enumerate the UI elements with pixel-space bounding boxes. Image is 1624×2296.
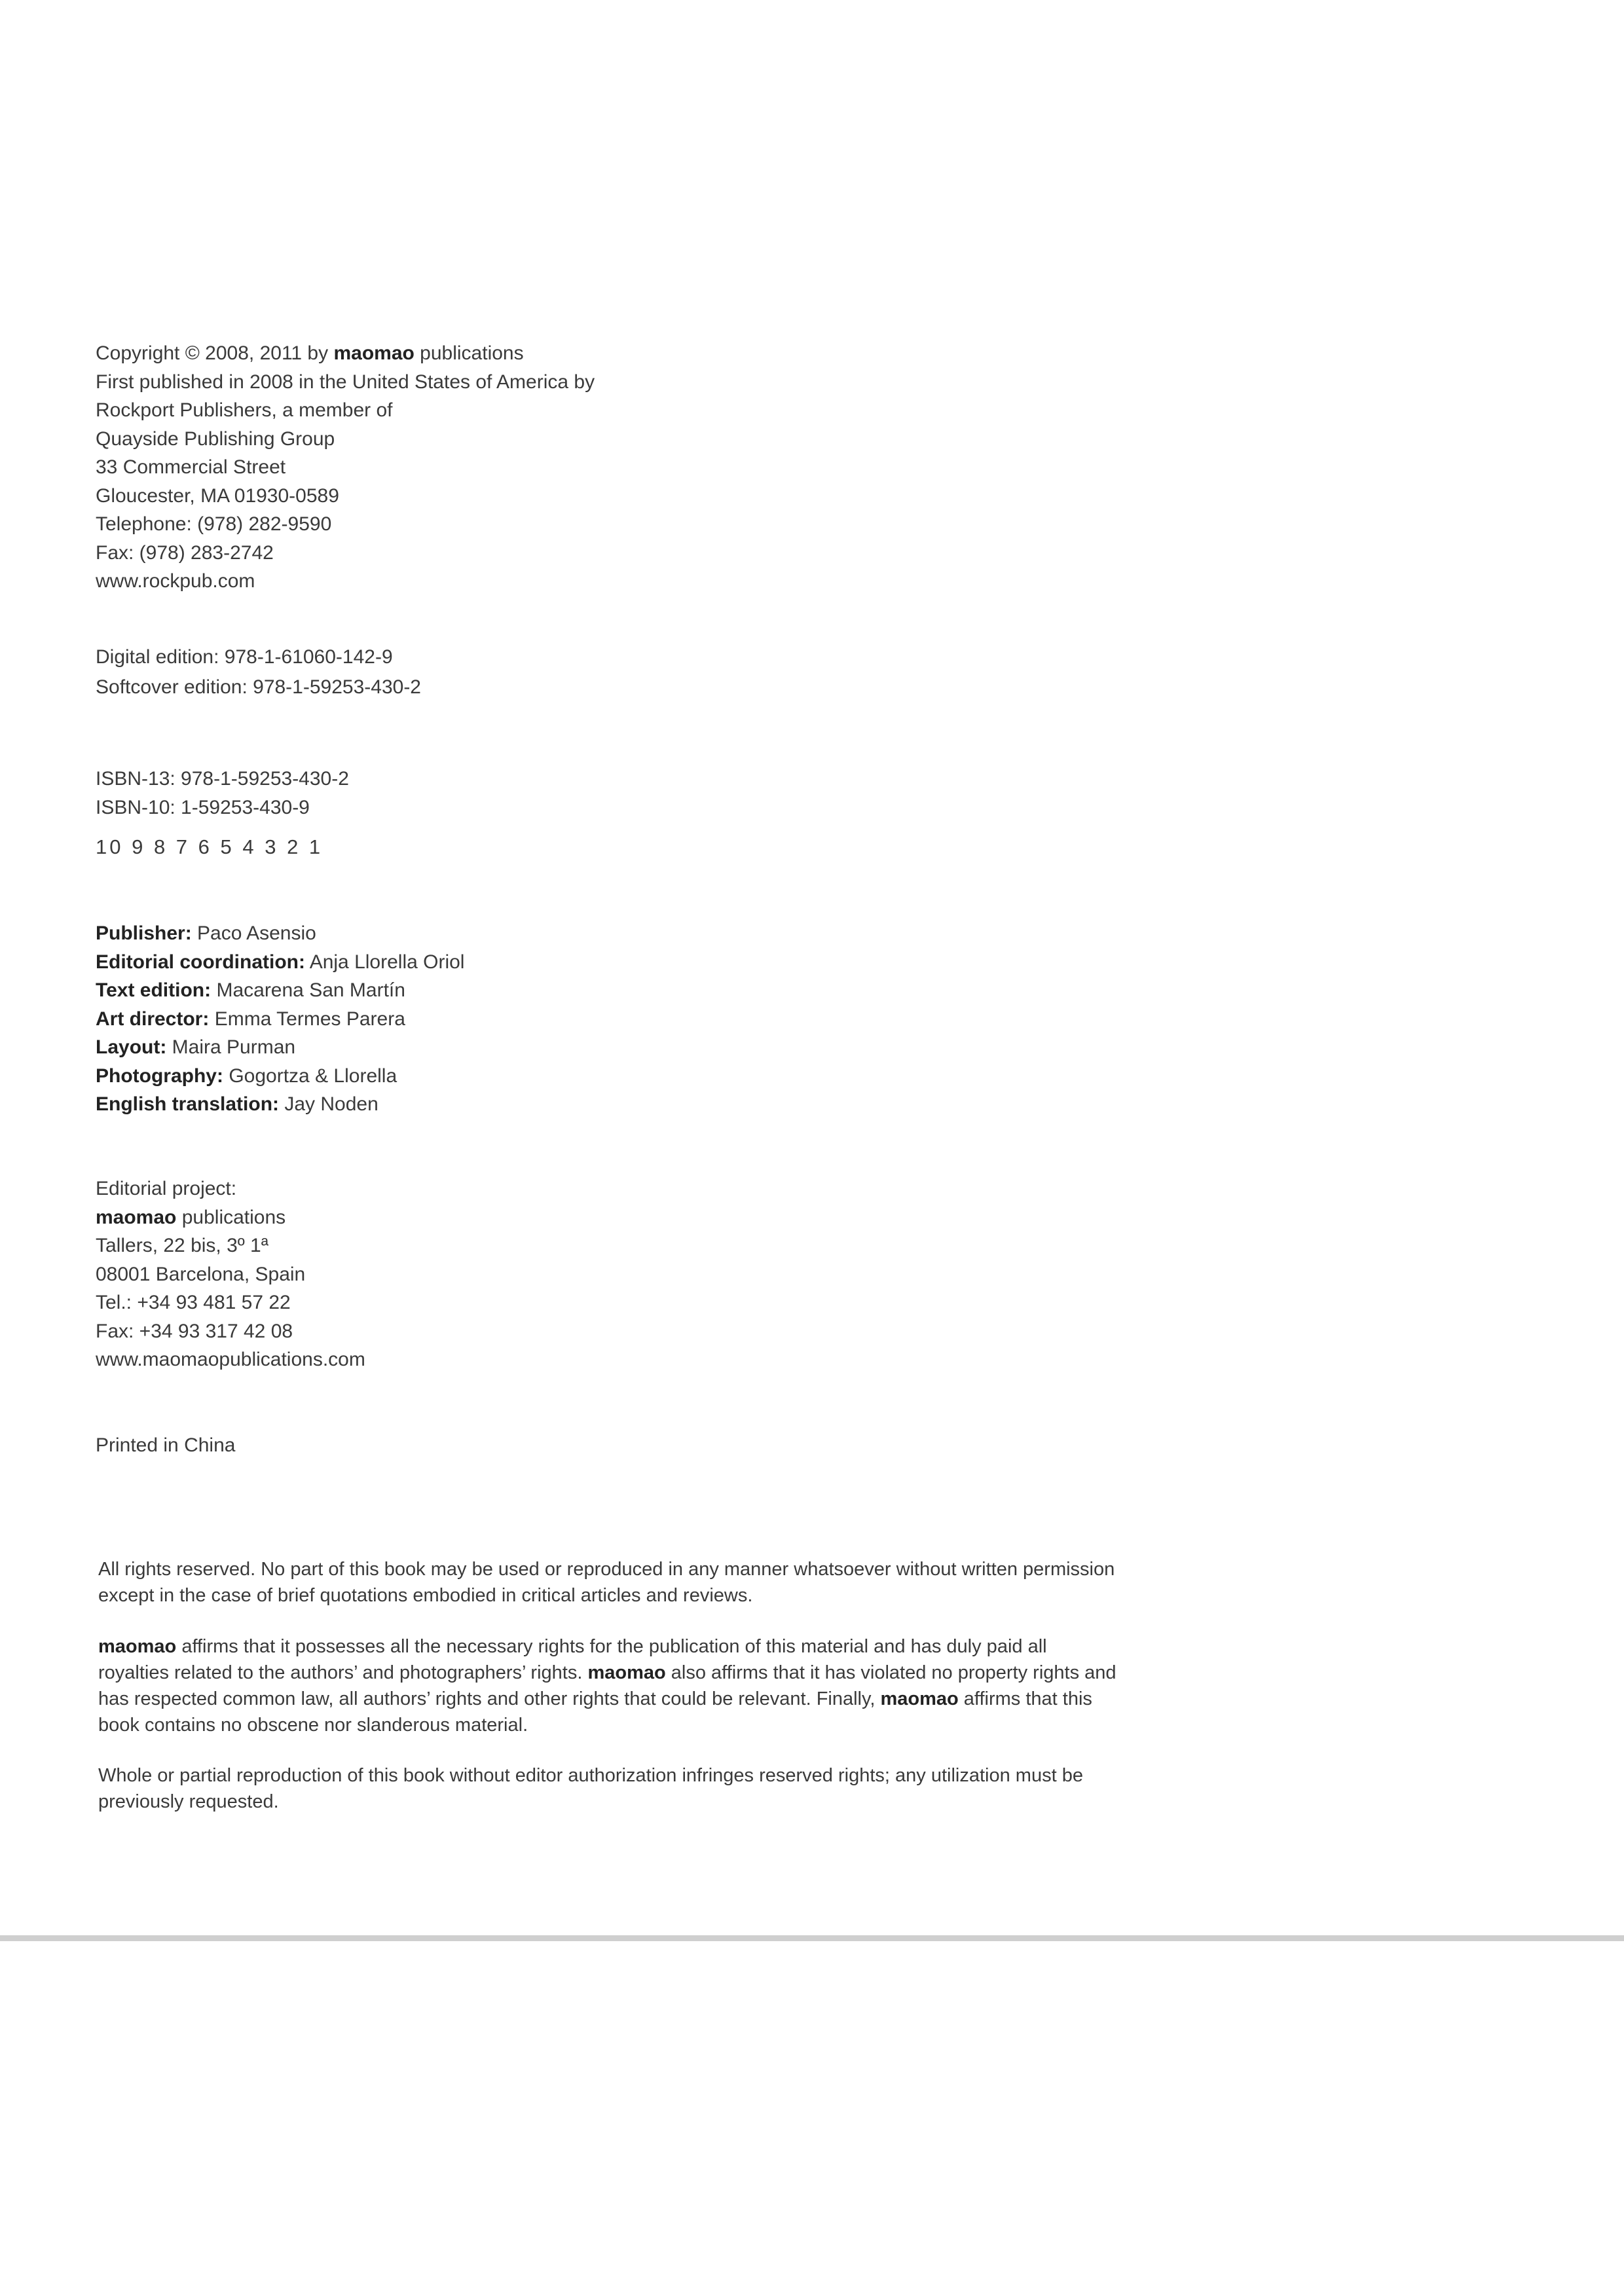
credit-label: Layout: xyxy=(96,1036,167,1058)
imprint-block xyxy=(96,339,595,596)
imprint-website: www.rockpub.com xyxy=(96,570,255,592)
credit-value: Macarena San Martín xyxy=(216,979,405,1001)
credit-value: Jay Noden xyxy=(284,1093,378,1115)
editions-block xyxy=(96,642,421,702)
credit-label: Photography: xyxy=(96,1065,223,1087)
credit-line xyxy=(96,948,464,977)
credit-value: Gogortza & Llorella xyxy=(229,1065,397,1087)
isbn-10: ISBN-10: 1-59253-430-9 xyxy=(96,796,310,818)
printer-key-line: 10 9 8 7 6 5 4 3 2 1 xyxy=(96,835,323,858)
credit-line xyxy=(96,1033,464,1062)
project-line: Fax: +34 93 317 42 08 xyxy=(96,1320,293,1342)
credit-line xyxy=(96,1090,464,1119)
imprint-line: 33 Commercial Street xyxy=(96,456,286,478)
affirmation-text: also affirms that it has violated no property rights and has respected common law, all authors’ rights and other rights that could be relevant. Finally, xyxy=(98,1662,1116,1709)
credit-label: Text edition: xyxy=(96,979,212,1001)
affirmation-text: affirms that it possesses all the necessary rights for the publication of this material and has duly paid all royalties related to the authors’ and photographers’ rights. xyxy=(98,1636,1047,1683)
page-divider xyxy=(0,1935,1624,1941)
imprint-line: Fax: (978) 283-2742 xyxy=(96,541,274,564)
isbn-13: ISBN-13: 978-1-59253-430-2 xyxy=(96,768,349,790)
imprint-line: Rockport Publishers, a member of xyxy=(96,399,393,421)
digital-edition: Digital edition: 978-1-61060-142-9 xyxy=(96,646,393,668)
credit-value: Emma Termes Parera xyxy=(214,1008,405,1030)
copyright-suffix: publications xyxy=(420,342,524,364)
credit-value: Maira Purman xyxy=(172,1036,296,1058)
project-line: 08001 Barcelona, Spain xyxy=(96,1263,306,1285)
imprint-line: Quayside Publishing Group xyxy=(96,428,335,450)
credit-value: Anja Llorella Oriol xyxy=(309,951,465,973)
imprint-line: First published in 2008 in the United States of America by xyxy=(96,371,595,393)
copyright-prefix: Copyright © 2008, 2011 by xyxy=(96,342,329,364)
credit-label: Publisher: xyxy=(96,922,192,944)
brand-name: maomao xyxy=(98,1636,177,1657)
credit-value: Paco Asensio xyxy=(197,922,316,944)
brand-name: maomao xyxy=(587,1662,666,1683)
rights-reserved-notice: All rights reserved. No part of this book may be used or reproduced in any manner whatsoever without written permission except in the case of brief quotations embodied in critical articles and reviews. xyxy=(98,1559,1115,1606)
project-heading: Editorial project: xyxy=(96,1178,237,1199)
rights-affirmation xyxy=(98,1633,1120,1738)
credit-label: Editorial coordination: xyxy=(96,951,305,973)
credit-label: Art director: xyxy=(96,1008,210,1030)
brand-name: maomao xyxy=(96,1206,177,1228)
project-line: Tel.: +34 93 481 57 22 xyxy=(96,1292,291,1313)
credit-line xyxy=(96,919,464,948)
imprint-line: Gloucester, MA 01930-0589 xyxy=(96,484,339,507)
printed-in: Printed in China xyxy=(96,1434,236,1456)
project-publisher-line xyxy=(96,1203,365,1232)
credit-line xyxy=(96,1005,464,1034)
editorial-project-block xyxy=(96,1175,365,1374)
project-website: www.maomaopublications.com xyxy=(96,1349,365,1370)
credits-block xyxy=(96,919,464,1119)
brand-name: maomao xyxy=(880,1688,959,1709)
copyright-line xyxy=(96,339,595,368)
softcover-edition: Softcover edition: 978-1-59253-430-2 xyxy=(96,676,421,698)
credit-label: English translation: xyxy=(96,1093,280,1115)
brand-name: maomao xyxy=(333,342,415,364)
affirmation-text: affirms that this book contains no obscene nor slanderous material. xyxy=(98,1688,1092,1736)
credit-line xyxy=(96,1062,464,1091)
isbn-block xyxy=(96,765,349,822)
credit-line xyxy=(96,976,464,1005)
project-publisher-suffix: publications xyxy=(181,1206,286,1228)
project-line: Tallers, 22 bis, 3º 1ª xyxy=(96,1235,268,1256)
imprint-line: Telephone: (978) 282-9590 xyxy=(96,513,332,535)
reproduction-notice: Whole or partial reproduction of this book without editor authorization infringes reserved rights; any utilization must be previously requested. xyxy=(98,1765,1083,1812)
